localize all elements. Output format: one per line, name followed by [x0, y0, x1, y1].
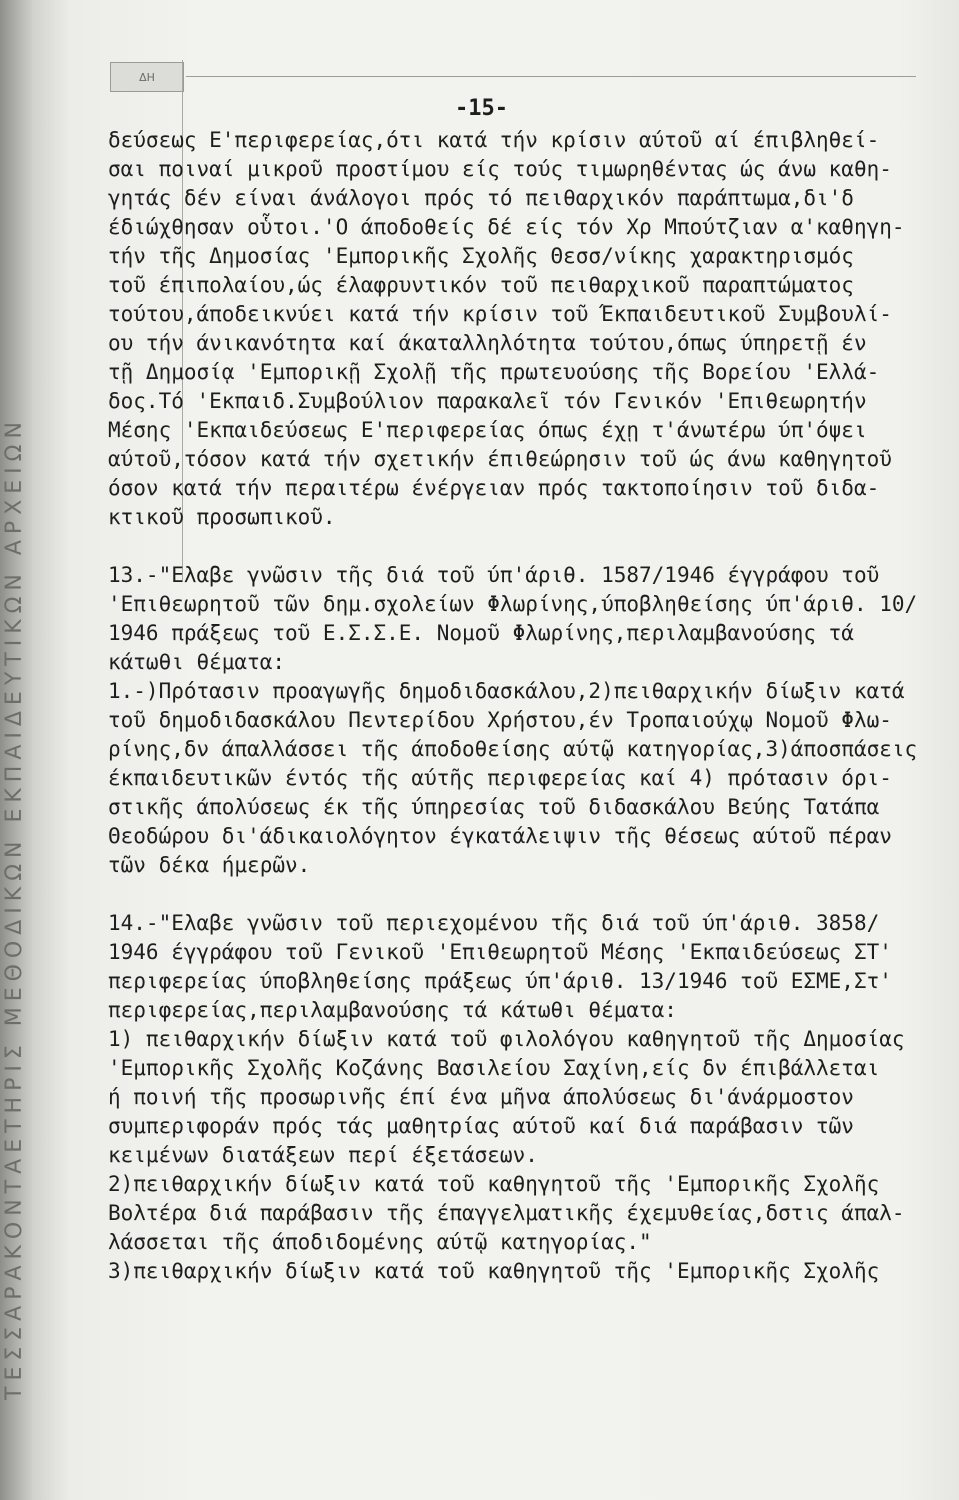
- text-line: Μέσης 'Εκπαιδεύσεως Ε'περιφερείας όπως έχῃ τ'άνωτέρω ύπ'όψει: [108, 418, 867, 442]
- text-line: 1946 έγγράφου τοῦ Γενικοῦ 'Επιθεωρητοῦ Μέσης 'Εκπαιδεύσεως ΣΤ': [108, 940, 892, 964]
- page-number: -15-: [455, 96, 508, 121]
- text-line: τοῦ δημοδιδασκάλου Πεντερίδου Χρήστου,έν Τροπαιούχῳ Νομοῦ Φλω-: [108, 708, 892, 732]
- text-line: 'Εμπορικῆς Σχολῆς Κοζάνης Βασιλείου Σαχίνη,είς δν έπιβάλλεται: [108, 1056, 880, 1080]
- text-line: τῶν δέκα ήμερῶν.: [108, 853, 311, 877]
- text-line: 1946 πράξεως τοῦ Ε.Σ.Σ.Ε. Νομοῦ Φλωρίνης,περιλαμβανούσης τά: [108, 621, 854, 645]
- header-rule: [186, 76, 916, 77]
- text-line: τήν τῆς Δημοσίας 'Εμπορικῆς Σχολῆς Θεσσ/νίκης χαρακτηρισμός: [108, 244, 854, 268]
- text-line: 14.-"Ελαβε γνῶσιν τοῦ περιεχομένου τῆς διά τοῦ ύπ'άριθ. 3858/: [108, 911, 880, 935]
- text-line: τῇ Δημοσίᾳ 'Εμπορικῇ Σχολῇ τῆς πρωτευούσης τῆς Βορείου 'Ελλά-: [108, 360, 880, 384]
- archive-stamp: ΔΗ: [110, 62, 184, 92]
- text-line: δος.Τό 'Εκπαιδ.Συμβούλιον παρακαλεῖ τόν Γενικόν 'Επιθεωρητήν: [108, 389, 867, 413]
- text-line: Θεοδώρου δι'άδικαιολόγητον έγκατάλειψιν τῆς θέσεως αύτοῦ πέραν: [108, 824, 892, 848]
- text-line: στικῆς άπολύσεως έκ τῆς ύπηρεσίας τοῦ διδασκάλου Βεύης Τατάπα: [108, 795, 880, 819]
- text-line: κτικοῦ προσωπικοῦ.: [108, 505, 336, 529]
- text-line: [108, 880, 933, 909]
- text-line: Βολτέρα διά παράβασιν τῆς έπαγγελματικῆς έχεμυθείας,δστις άπαλ-: [108, 1201, 905, 1225]
- text-line: 2)πειθαρχικήν δίωξιν κατά τοῦ καθηγητοῦ τῆς 'Εμπορικῆς Σχολῆς: [108, 1172, 880, 1196]
- text-line: 3)πειθαρχικήν δίωξιν κατά τοῦ καθηγητοῦ τῆς 'Εμπορικῆς Σχολῆς: [108, 1259, 880, 1283]
- text-line: τούτου,άποδεικνύει κατά τήν κρίσιν τοῦ Έκπαιδευτικοῦ Συμβουλί-: [108, 302, 892, 326]
- text-line: αύτοῦ,τόσον κατά τήν σχετικήν έπιθεώρησιν τοῦ ώς άνω καθηγητοῦ: [108, 447, 892, 471]
- text-line: ή ποινή τῆς προσωρινῆς έπί ένα μῆνα άπολύσεως δι'άνάρμοστον: [108, 1085, 854, 1109]
- text-line: περιφερείας ύποβληθείσης πράξεως ύπ'άριθ. 13/1946 τοῦ ΕΣΜΕ,Στ': [108, 969, 892, 993]
- text-line: ρίνης,δν άπαλλάσσει τῆς άποδοθείσης αύτῷ κατηγορίας,3)άποσπάσεις: [108, 737, 918, 761]
- text-line: έκπαιδευτικῶν έντός τῆς αύτῆς περιφερείας καί 4) πρότασιν όρι-: [108, 766, 892, 790]
- text-line: όσον κατά τήν περαιτέρω ένέργειαν πρός τακτοποίησιν τοῦ διδα-: [108, 476, 880, 500]
- text-line: [108, 532, 933, 561]
- text-line: έδιώχθησαν οὗτοι.'Ο άποδοθείς δέ είς τόν Χρ Μπούτζιαν α'καθηγη-: [108, 215, 905, 239]
- text-line: κειμένων διατάξεων περί έξετάσεων.: [108, 1143, 538, 1167]
- text-line: τοῦ έπιπολαίου,ώς έλαφρυντικόν τοῦ πειθαρχικοῦ παραπτώματος: [108, 273, 854, 297]
- text-line: 'Επιθεωρητοῦ τῶν δημ.σχολείων Φλωρίνης,ύποβληθείσης ύπ'άριθ. 10/: [108, 592, 918, 616]
- text-line: σαι ποιναί μικροῦ προστίμου είς τούς τιμωρηθέντας ώς άνω καθη-: [108, 157, 892, 181]
- text-line: λάσσεται τῆς άποδιδομένης αύτῷ κατηγορίας.": [108, 1230, 652, 1254]
- text-line: ου τήν άνικανότητα καί άκαταλληλότητα τούτου,όπως ύπηρετῇ έν: [108, 331, 867, 355]
- text-line: γητάς δέν είναι άνάλογοι πρός τό πειθαρχικόν παράπτωμα,δι'δ: [108, 186, 854, 210]
- text-line: 13.-"Ελαβε γνῶσιν τῆς διά τοῦ ύπ'άριθ. 1587/1946 έγγράφου τοῦ: [108, 563, 880, 587]
- text-line: περιφερείας,περιλαμβανούσης τά κάτωθι θέματα:: [108, 998, 677, 1022]
- text-line: συμπεριφοράν πρός τάς μαθητρίας αύτοῦ καί διά παράβασιν τῶν: [108, 1114, 854, 1138]
- text-line: 1.-)Πρότασιν προαγωγῆς δημοδιδασκάλου,2)πειθαρχικήν δίωξιν κατά: [108, 679, 905, 703]
- text-line: κάτωθι θέματα:: [108, 650, 286, 674]
- text-line: δεύσεως Ε'περιφερείας,ότι κατά τήν κρίσιν αύτοῦ αί έπιβληθεί-: [108, 128, 880, 152]
- text-line: 1) πειθαρχικήν δίωξιν κατά τοῦ φιλολόγου καθηγητοῦ τῆς Δημοσίας: [108, 1027, 905, 1051]
- typed-text-body: [108, 126, 933, 1286]
- margin-side-text: ΤΕΣΣΑΡΑΚΟΝΤΑΕΤΗΡΙΣ ΜΕΘΟΔΙΚΩΝ ΕΚΠΑΙΔΕΥΤΙΚΩΝ ΑΡΧΕΙΩΝ: [2, 416, 27, 1400]
